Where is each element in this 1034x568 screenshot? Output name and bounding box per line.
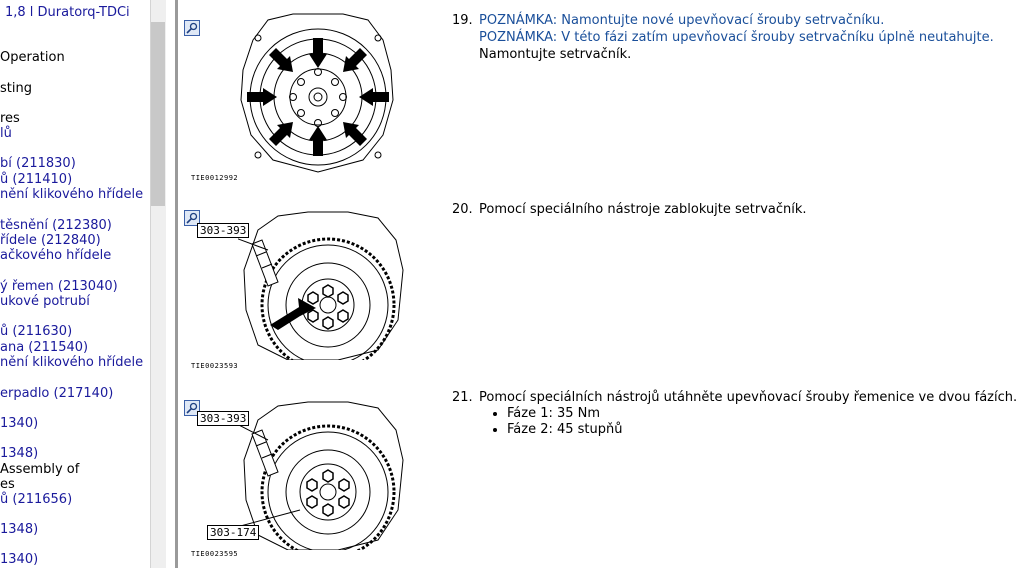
pulley-torque-illustration: [238, 400, 408, 550]
step-number: 20.: [452, 202, 473, 217]
nav-item[interactable]: Assembly of: [0, 462, 80, 477]
magnify-icon[interactable]: [184, 20, 200, 36]
nav-item[interactable]: 1340): [0, 416, 39, 431]
nav-scrollbar-thumb[interactable]: [151, 22, 165, 206]
list-item: • Fáze 2: 45 stupňů: [507, 422, 1017, 438]
nav-item[interactable]: nění klikového hřídele: [0, 187, 144, 202]
figure-id: TIE0023593: [191, 362, 239, 370]
tool-label: 303-393: [197, 411, 249, 426]
step-20-text: [452, 201, 807, 218]
nav-item[interactable]: těsnění (212380): [0, 218, 112, 233]
step-number: 21.: [452, 390, 473, 405]
nav-item[interactable]: 1348): [0, 522, 39, 537]
flywheel-lock-illustration: [238, 210, 408, 360]
nav-item[interactable]: řídele (212840): [0, 233, 101, 248]
list-item: • Fáze 1: 35 Nm: [507, 406, 1017, 422]
step-19-figure: [183, 10, 413, 185]
nav-item[interactable]: Operation: [0, 50, 65, 65]
nav-item[interactable]: erpadlo (217140): [0, 386, 114, 401]
tool-label: 303-174: [207, 525, 259, 540]
step-number: 19.: [452, 13, 473, 28]
nav-item[interactable]: es: [0, 477, 15, 492]
nav-item[interactable]: 1348): [0, 446, 39, 461]
navigation-tree: [0, 0, 150, 568]
instruction-text: Pomocí speciálního nástroje zablokujte setrvačník.: [479, 202, 807, 217]
tool-label: 303-393: [197, 223, 249, 238]
flywheel-bolts-illustration: [233, 10, 403, 175]
note-text: POZNÁMKA: Namontujte nové upevňovací šrouby setrvačníku.: [479, 13, 885, 28]
nav-item[interactable]: 1340): [0, 552, 39, 567]
phase-list: [452, 406, 1017, 438]
step-21-text: [452, 389, 1017, 438]
nav-item[interactable]: res: [0, 111, 20, 126]
nav-item[interactable]: sting: [0, 81, 32, 96]
step-21-figure: [183, 395, 413, 565]
nav-item[interactable]: ukové potrubí: [0, 294, 90, 309]
figure-id: TIE0012992: [191, 174, 239, 182]
nav-item[interactable]: ů (211656): [0, 492, 73, 507]
pane-splitter[interactable]: [175, 0, 178, 568]
step-20-figure: [183, 205, 413, 375]
nav-item[interactable]: bí (211830): [0, 156, 76, 171]
instruction-text: Namontujte setrvačník.: [479, 47, 632, 62]
nav-item[interactable]: lů: [0, 126, 12, 141]
nav-item[interactable]: ů (211410): [0, 172, 73, 187]
instruction-text: Pomocí speciálních nástrojů utáhněte upevňovací šrouby řemenice ve dvou fázích.: [479, 390, 1018, 405]
nav-item[interactable]: nění klikového hřídele: [0, 355, 144, 370]
nav-item[interactable]: ý řemen (213040): [0, 279, 118, 294]
note-text: POZNÁMKA: V této fázi zatím upevňovací šrouby setrvačníku úplně neutahujte.: [479, 30, 994, 45]
nav-item[interactable]: ů (211630): [0, 324, 73, 339]
nav-item[interactable]: 1,8 l Duratorq-TDCi: [5, 5, 130, 20]
nav-item[interactable]: ačkového hřídele: [0, 248, 112, 263]
step-19-text: [452, 12, 994, 63]
figure-id: TIE0023595: [191, 550, 239, 558]
nav-item[interactable]: ana (211540): [0, 340, 89, 355]
